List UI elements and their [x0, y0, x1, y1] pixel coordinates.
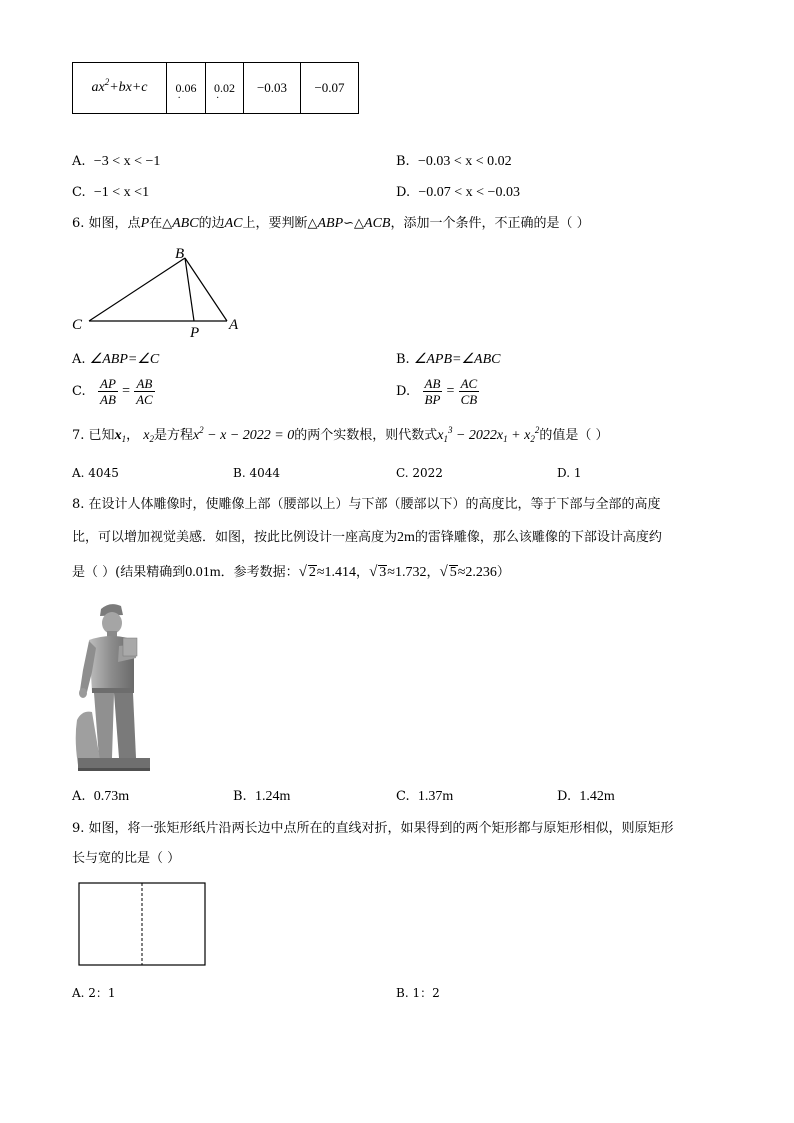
- rectangle-figure: [78, 882, 208, 968]
- q7-option-d[interactable]: D. 1: [557, 466, 582, 480]
- table-row-label: $ax^2+bx+c$: [73, 63, 167, 114]
- table-row: [73, 63, 359, 114]
- fraction: $\frac{AB}{BP}$: [424, 376, 441, 407]
- q5-option-c[interactable]: C. −1 < x <1: [72, 185, 150, 200]
- q6-stem: 6. 如图，点P在△ABC的边AC上，要判断△ABP∽△ACB，添加一个条件，不正确的是（ ）: [72, 216, 590, 231]
- label-c: C: [72, 317, 83, 333]
- table-cell: 0.02 ·: [206, 63, 244, 114]
- q8-stem-line2: 比，可以增加视觉美感．如图，按此比例设计一座高度为2m的雷锋雕像，那么该雕像的下部设计高度约: [72, 530, 662, 545]
- q9-option-b[interactable]: B. 1：2: [396, 986, 440, 1000]
- value-table: [72, 62, 359, 114]
- statue-image: [74, 600, 152, 772]
- q8-option-d[interactable]: D. 1.42m: [557, 789, 615, 804]
- q6-option-c[interactable]: C. $\frac{AP}{AB}$ = $\frac{AB}{AC}$: [72, 376, 153, 407]
- table-cell: 0.06 ·: [167, 63, 206, 114]
- q8-stem-line1: 8. 在设计人体雕像时，使雕像上部（腰部以上）与下部（腰部以下）的高度比，等于下部与全部的高度: [72, 497, 661, 512]
- q9-option-a[interactable]: A. 2：1: [72, 986, 116, 1000]
- q9-stem-line2: 长与宽的比是（ ）: [72, 851, 181, 866]
- segment-bp: [185, 258, 194, 321]
- q6-option-a[interactable]: A. ∠ABP=∠C: [72, 352, 160, 367]
- q7-option-c[interactable]: C. 2022: [396, 466, 443, 480]
- fraction: $\frac{AP}{AB}$: [100, 376, 116, 407]
- q8-stem-line3: 是（ ）(结果精确到0.01m．参考数据：√ 2≈1.414，√ 3≈1.732，√ 5≈2.236）: [72, 564, 510, 580]
- fraction: $\frac{AB}{AC}$: [136, 376, 153, 407]
- q9-stem-line1: 9. 如图，将一张矩形纸片沿两长边中点所在的直线对折，如果得到的两个矩形都与原矩形相似，则原矩形: [72, 821, 674, 836]
- label-b: B: [175, 246, 185, 262]
- q5-option-a[interactable]: A. −3 < x < −1: [72, 154, 161, 169]
- q8-option-a[interactable]: A. 0.73m: [72, 789, 130, 804]
- q8-option-b[interactable]: B. 1.24m: [233, 789, 291, 804]
- q5-option-d[interactable]: D. −0.07 < x < −0.03: [396, 185, 520, 200]
- table-cell: −0.03: [244, 63, 301, 114]
- label-p: P: [190, 325, 200, 341]
- label-a: A: [229, 317, 239, 333]
- q5-option-b[interactable]: B. −0.03 < x < 0.02: [396, 154, 512, 169]
- side-ba: [185, 258, 227, 321]
- q8-option-c[interactable]: C. 1.37m: [396, 789, 454, 804]
- table-cell: −0.07: [301, 63, 359, 114]
- q7-option-a[interactable]: A. 4045: [72, 466, 119, 480]
- side-bc: [89, 258, 185, 321]
- q6-option-d[interactable]: D. $\frac{AB}{BP}$ = $\frac{AC}{CB}$: [396, 376, 478, 407]
- q6-option-b[interactable]: B. ∠APB=∠ABC: [396, 352, 501, 367]
- q7-option-b[interactable]: B. 4044: [233, 466, 280, 480]
- fraction: $\frac{AC}{CB}$: [460, 376, 478, 407]
- triangle-figure: [65, 238, 265, 343]
- q7-stem: 7. 已知$x_1$， $x_2$是方程$x^2 - x - 2022 = 0$的两个实数根，则代数式$x_1^3 - 2022x_1 + x_2^2$的值是（ ）: [72, 425, 609, 444]
